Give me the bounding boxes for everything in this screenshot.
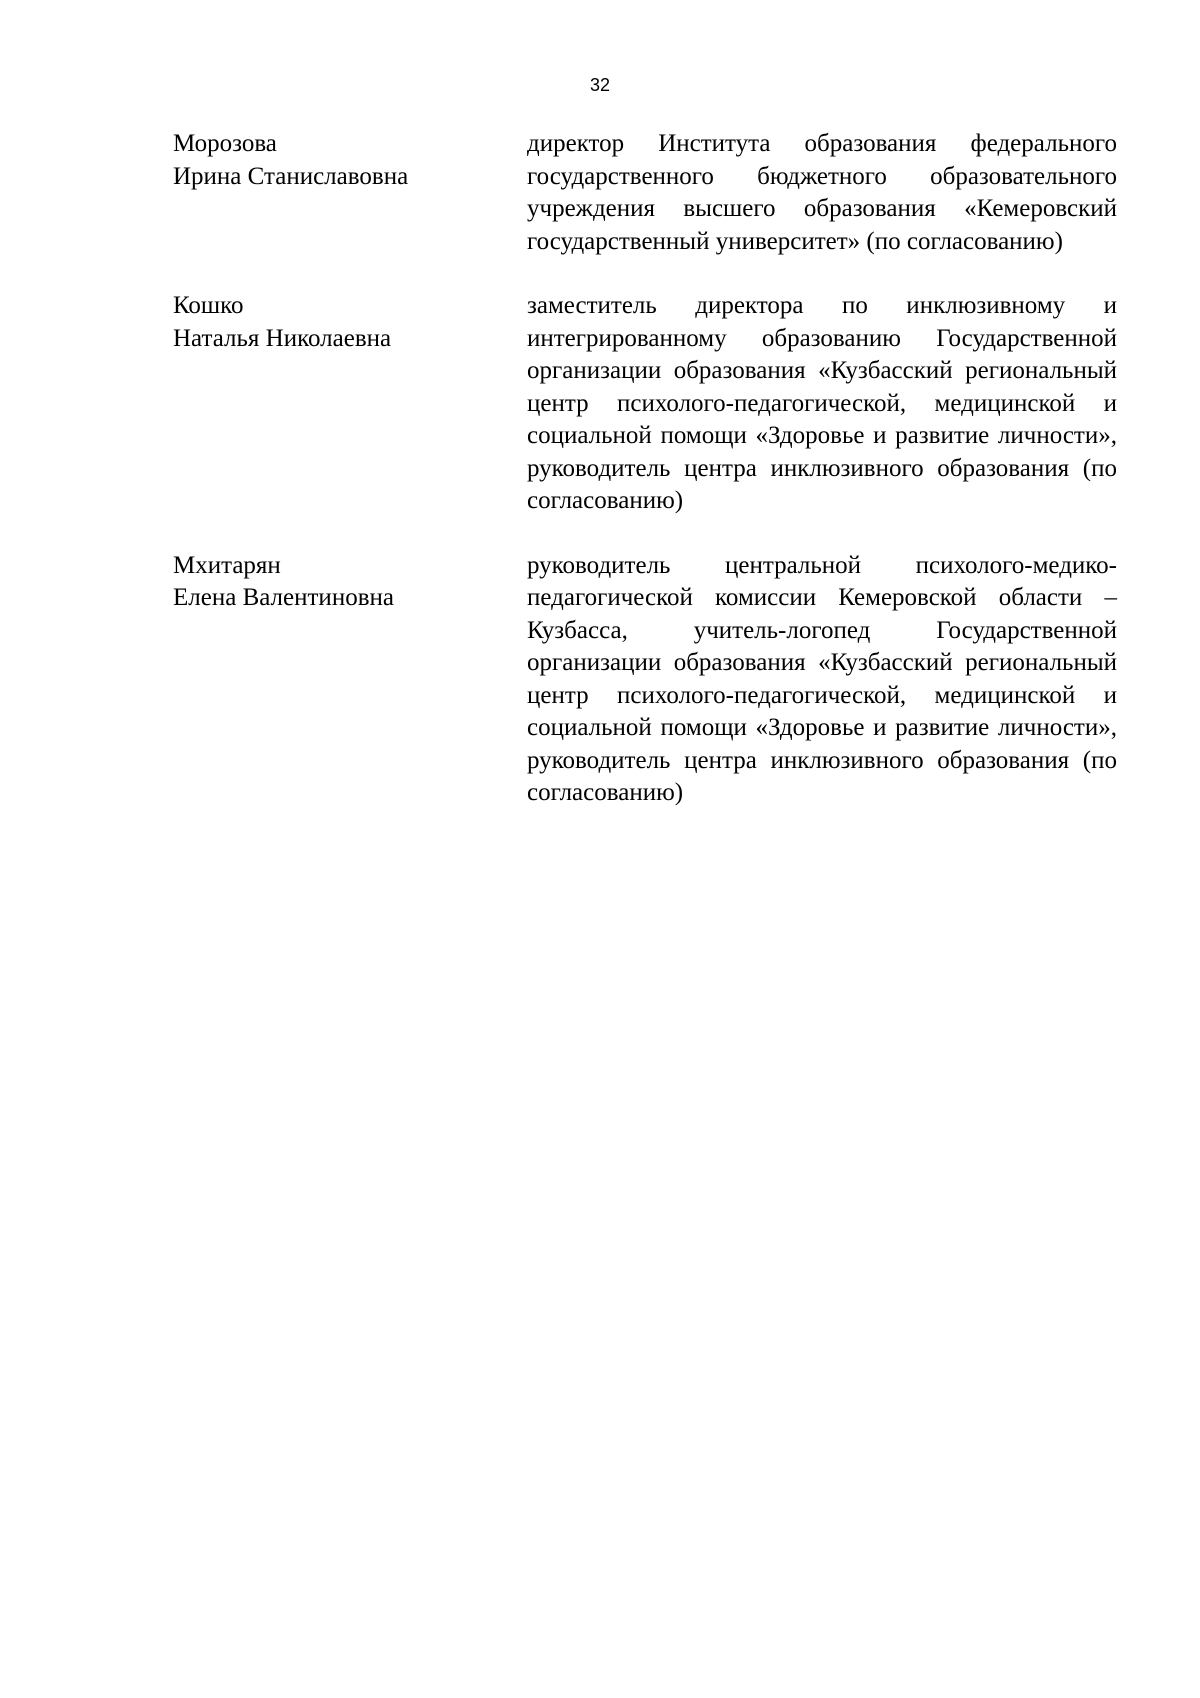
member-surname: Морозова	[173, 130, 277, 157]
member-position: заместитель директора по инклюзивному и интегрированному образованию Государственной организации образования «Кузбасский региональный центр психолого-педагогической, медицинской и социальной помощи «Здоровье и развитие личности», руководитель центра инклюзивного образования (по согласованию)	[527, 292, 1117, 514]
member-position: директор Института образования федерального государственного бюджетного образовательного учреждения высшего образования «Кемеровский государственный университет» (по согласованию)	[527, 130, 1117, 255]
page-number: 32	[589, 75, 611, 95]
member-given-names: Ирина Станиславовна	[173, 162, 409, 190]
member-surname: Кошко	[173, 292, 244, 319]
member-entry-mkhitaryan	[173, 550, 1117, 810]
member-name	[173, 290, 527, 518]
member-given-names: Наталья Николаевна	[173, 324, 392, 352]
member-position: руководитель центральной психолого-медико-педагогической комиссии Кемеровской области – Кузбасса, учитель-логопед Государственной организации образования «Кузбасский региональный центр психолого-педагогической, медицинской и социальной помощи «Здоровье и развитие личности», руководитель центра инклюзивного образования (по согласованию)	[527, 551, 1117, 806]
member-list	[173, 128, 1117, 842]
member-surname: Мхитарян	[173, 551, 281, 579]
member-name	[173, 128, 527, 258]
member-entry-koshko	[173, 290, 1117, 518]
member-entry-morozova	[173, 128, 1117, 258]
member-given-names: Елена Валентиновна	[173, 584, 394, 611]
member-name	[173, 550, 527, 810]
